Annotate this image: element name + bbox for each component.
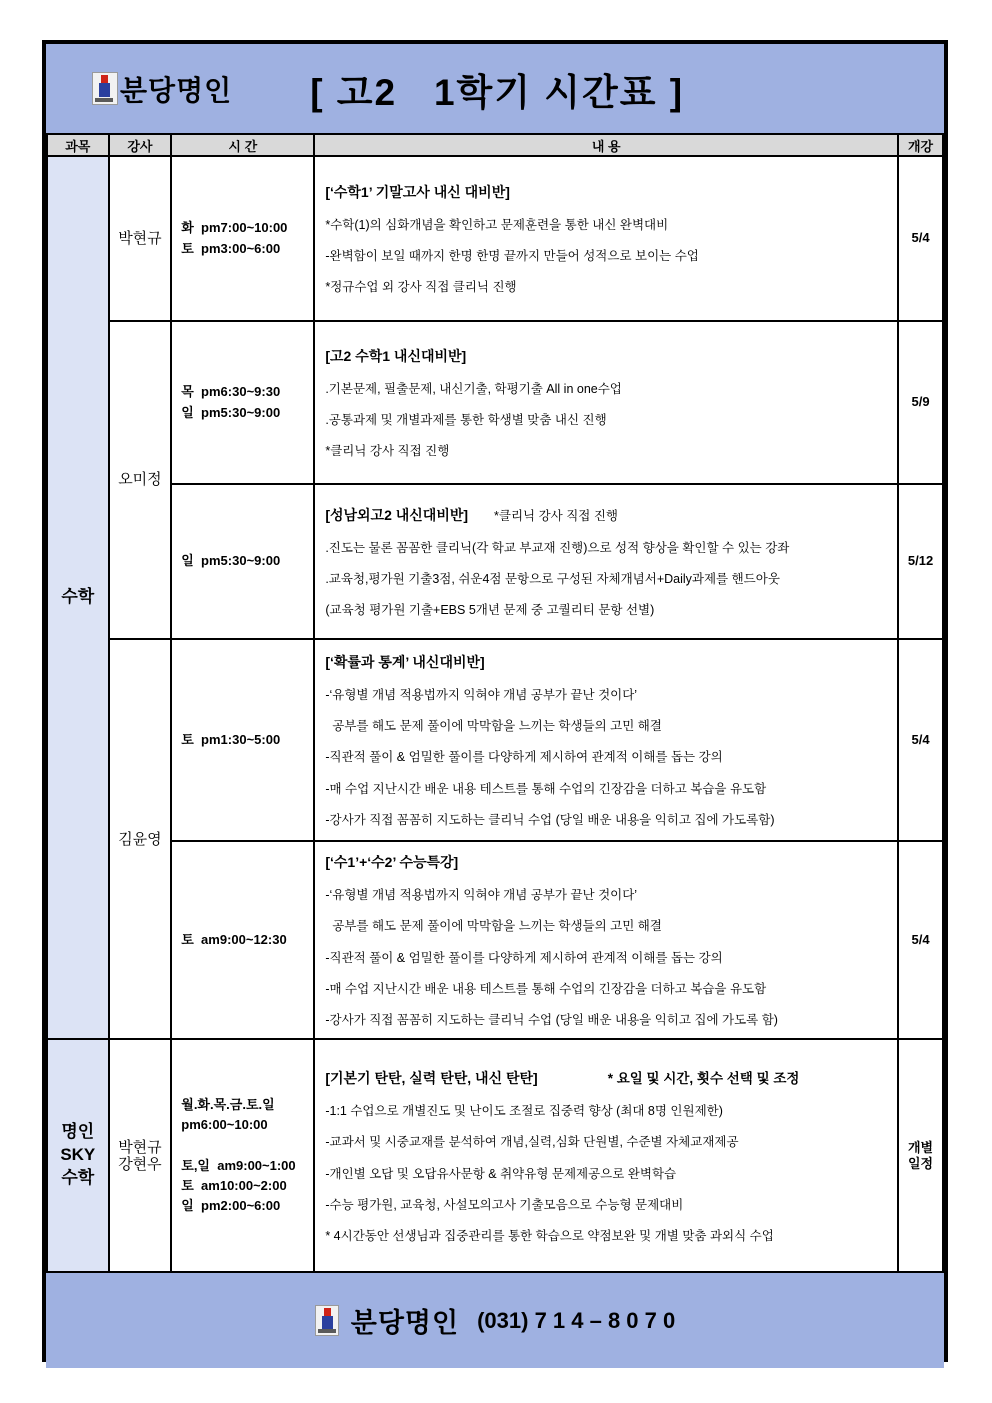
col-header-content: 내 용 (314, 134, 898, 156)
subject-label-line: 수학 (61, 1168, 95, 1188)
teacher-cell-kim (109, 639, 172, 1039)
footer-phone: (031) 7 1 4 – 8 0 7 0 (477, 1307, 676, 1333)
time-cell (171, 841, 314, 1039)
content-line: .기본문제, 필출문제, 내신기출, 학평기출 All in one수업 (325, 381, 622, 396)
class-note: *클리닉 강사 직접 진행 (494, 508, 619, 523)
time-line: 일 pm5:30~9:00 (181, 553, 281, 569)
page-title: [ 고2 1학기 시간표 ] (310, 71, 685, 113)
time-line: 토 pm3:00~6:00 (181, 240, 281, 256)
time-line: pm6:00~10:00 (181, 1117, 268, 1133)
subject-cell-sky-math (47, 1039, 109, 1272)
start-date-cell (898, 1039, 943, 1272)
content-line: .진도는 물론 꼼꼼한 클리닉(각 학교 부교재 진행)으로 성적 향상을 확인할 수 있는 강좌 (325, 540, 790, 555)
time-line: 화 pm7:00~10:00 (181, 220, 288, 236)
table-row (47, 1039, 943, 1272)
subject-label-line: 명인 (61, 1122, 95, 1142)
content-line: (교육청 평가원 기출+EBS 5개년 문제 중 고퀄리티 문항 선별) (325, 603, 655, 618)
subject-label-line: SKY (60, 1145, 96, 1165)
start-date: 5/9 (911, 394, 930, 410)
content-cell (314, 841, 898, 1039)
time-cell (171, 156, 314, 321)
teacher-name: 강현우 (118, 1155, 162, 1173)
start-date: 5/4 (911, 731, 930, 747)
time-line: 목 pm6:30~9:30 (181, 384, 281, 400)
class-title: [‘확률과 통계’ 내신대비반] (325, 653, 485, 670)
brand-name: 분당명인 (120, 74, 233, 106)
content-line: -완벽함이 보일 때까지 한명 한명 끝까지 만들어 성적으로 보이는 수업 (325, 248, 699, 263)
content-line: *정규수업 외 강사 직접 클리닉 진행 (325, 280, 517, 295)
content-line: .교육청,평가원 기출3점, 쉬운4점 문항으로 구성된 자체개념서+Daily과제를 핸드아웃 (325, 571, 780, 586)
col-header-subject: 과목 (47, 134, 109, 156)
class-note: * 요일 및 시간, 횟수 선택 및 조정 (607, 1071, 800, 1087)
start-date: 5/12 (907, 553, 934, 569)
table-row (47, 156, 943, 321)
timetable (46, 133, 944, 1273)
class-title: [기본기 탄탄, 실력 탄탄, 내신 탄탄] (325, 1070, 538, 1087)
footer-band (46, 1273, 944, 1368)
start-date: 5/4 (911, 230, 930, 246)
teacher-name: 박현규 (118, 1138, 162, 1156)
teacher-name: 오미정 (118, 471, 162, 489)
content-line: *수학(1)의 심화개념을 확인하고 문제훈련을 통한 내신 완벽대비 (325, 217, 669, 232)
brand-logo-icon (92, 72, 118, 105)
start-date-cell (898, 321, 943, 484)
timetable-sheet (42, 40, 948, 1362)
start-date-cell (898, 841, 943, 1039)
time-cell (171, 484, 314, 639)
subject-cell-math (47, 156, 109, 1039)
content-line: -매 수업 지난시간 배운 내용 테스트를 통해 수업의 긴장감을 더하고 복습을 유도함 (325, 981, 767, 996)
col-header-start: 개강 (898, 134, 943, 156)
start-date: 5/4 (911, 932, 930, 947)
content-cell (314, 321, 898, 484)
content-line: -수능 평가원, 교육청, 사설모의고사 기출모음으로 수능형 문제대비 (325, 1197, 684, 1212)
start-date-cell (898, 639, 943, 841)
class-title: [고2 수학1 내신대비반] (325, 347, 467, 364)
teacher-name: 박현규 (118, 229, 162, 247)
start-date-cell (898, 484, 943, 639)
footer-brand: 분당명인 (350, 1308, 460, 1339)
content-line: -직관적 풀이 & 엄밀한 풀이를 다양하게 제시하여 관계적 이해를 돕는 강의 (325, 950, 723, 965)
footer-logo-icon (315, 1305, 339, 1336)
teacher-name: 김윤영 (118, 830, 162, 848)
col-header-teacher: 강사 (109, 134, 172, 156)
time-line: 토,일 am9:00~1:00 (181, 1157, 296, 1173)
time-line: 일 pm2:00~6:00 (181, 1198, 281, 1214)
teacher-cell-park (109, 156, 172, 321)
content-line: -‘유형별 개념 적용법까지 익혀야 개념 공부가 끝난 것이다’ (325, 687, 638, 702)
content-cell (314, 1039, 898, 1272)
content-cell (314, 639, 898, 841)
content-line: 공부를 해도 문제 풀이에 막막함을 느끼는 학생들의 고민 해결 (325, 719, 662, 734)
content-line: 공부를 해도 문제 풀이에 막막함을 느끼는 학생들의 고민 해결 (325, 919, 662, 934)
class-title: [‘수학1’ 기말고사 내신 대비반] (325, 183, 510, 200)
content-line: -직관적 풀이 & 엄밀한 풀이를 다양하게 제시하여 관계적 이해를 돕는 강의 (325, 750, 723, 765)
subject-label: 수학 (61, 587, 95, 607)
time-cell (171, 639, 314, 841)
content-line: * 4시간동안 선생님과 집중관리를 통한 학습으로 약점보완 및 개별 맞춤 과외식 수업 (325, 1229, 774, 1244)
content-line: -1:1 수업으로 개별진도 및 난이도 조절로 집중력 향상 (최대 8명 인원제한) (325, 1104, 723, 1119)
start-date-line: 개별 (907, 1139, 934, 1155)
time-cell (171, 1039, 314, 1272)
col-header-time: 시 간 (171, 134, 314, 156)
class-title: [성남외고2 내신대비반] (325, 506, 469, 523)
table-row (47, 321, 943, 484)
time-line: 토 am10:00~2:00 (181, 1177, 287, 1193)
column-header-row (47, 134, 943, 156)
content-line: -개인별 오답 및 오답유사문항 & 취약유형 문제제공으로 완벽학습 (325, 1166, 677, 1181)
content-cell (314, 484, 898, 639)
time-line (181, 1136, 313, 1156)
time-line: 월.화.목.금.토.일 (181, 1097, 275, 1113)
content-line: -‘유형별 개념 적용법까지 익혀야 개념 공부가 끝난 것이다’ (325, 888, 638, 902)
start-date-cell (898, 156, 943, 321)
teacher-cell-oh (109, 321, 172, 639)
content-line: -강사가 직접 꼼꼼히 지도하는 클리닉 수업 (당일 배운 내용을 익히고 집에 가도록 함) (325, 1013, 778, 1027)
content-line: -강사가 직접 꼼꼼히 지도하는 클리닉 수업 (당일 배운 내용을 익히고 집에 가도록함) (325, 812, 775, 827)
time-line: 일 pm5:30~9:00 (181, 404, 281, 420)
time-cell (171, 321, 314, 484)
content-line: .공통과제 및 개별과제를 통한 학생별 맞춤 내신 진행 (325, 412, 607, 427)
time-line: 토 pm1:30~5:00 (181, 731, 281, 747)
content-line: -교과서 및 시중교재를 분석하여 개념,실력,심화 단원별, 수준별 자체교재제공 (325, 1135, 739, 1150)
content-line: -매 수업 지난시간 배운 내용 테스트를 통해 수업의 긴장감을 더하고 복습을 유도함 (325, 781, 767, 796)
class-title: [‘수1’+‘수2’ 수능특강] (325, 854, 459, 870)
table-row (47, 484, 943, 639)
brand (92, 69, 232, 109)
table-row (47, 639, 943, 841)
teacher-cell-park-kang (109, 1039, 172, 1272)
table-row (47, 841, 943, 1039)
time-line: 토 am9:00~12:30 (181, 932, 287, 948)
header-band (46, 44, 944, 133)
content-line: *클리닉 강사 직접 진행 (325, 444, 450, 459)
content-cell (314, 156, 898, 321)
start-date-line: 일정 (907, 1155, 934, 1171)
